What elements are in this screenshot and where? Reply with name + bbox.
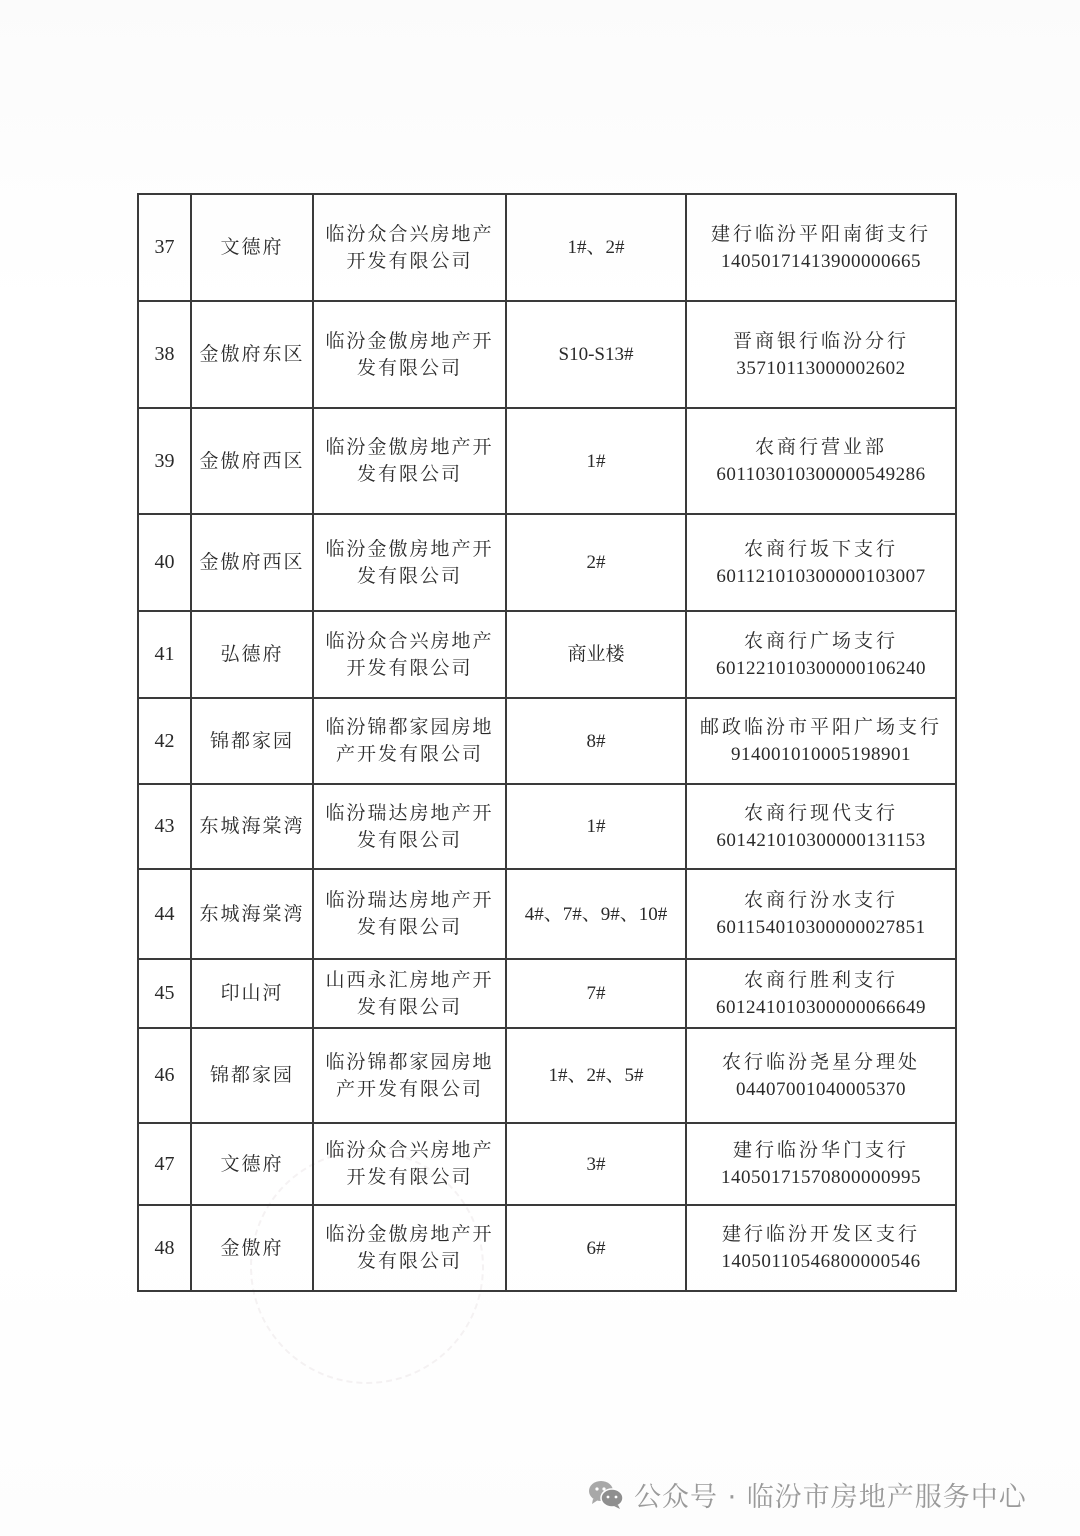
bank-account — [686, 1028, 956, 1123]
project-name: 金傲府 — [191, 1205, 313, 1291]
row-number: 37 — [138, 194, 191, 301]
wechat-account-watermark — [588, 1474, 1027, 1514]
account-number: 14050171413900000665 — [721, 250, 921, 272]
project-name: 弘德府 — [191, 611, 313, 698]
row-number: 45 — [138, 959, 191, 1028]
bank-name: 农行临汾尧星分理处 — [721, 1050, 920, 1073]
table-row — [138, 784, 956, 869]
project-name: 锦都家园 — [191, 1028, 313, 1123]
table-row — [138, 959, 956, 1028]
building-numbers: 4#、7#、9#、10# — [506, 869, 686, 959]
account-number: 601221010300000106240 — [716, 657, 926, 679]
bank-account — [686, 1123, 956, 1205]
building-numbers: 1#、2#、5# — [506, 1028, 686, 1123]
developer-name: 山西永汇房地产开 发有限公司 — [313, 959, 506, 1028]
building-numbers: 1#、2# — [506, 194, 686, 301]
account-number: 601154010300000027851 — [716, 917, 926, 938]
bank-account — [686, 959, 956, 1028]
bank-name: 农商行现代支行 — [743, 801, 898, 824]
building-numbers: 2# — [506, 514, 686, 611]
bank-account — [686, 514, 956, 611]
row-number: 48 — [138, 1205, 191, 1291]
table-row — [138, 514, 956, 611]
table-row — [138, 1123, 956, 1205]
table-row — [138, 301, 956, 408]
bank-name: 建行临汾华门支行 — [732, 1139, 909, 1161]
bank-name: 建行临汾开发区支行 — [721, 1223, 920, 1245]
table-row — [138, 1205, 956, 1291]
table-row — [138, 408, 956, 514]
account-number: 601241010300000066649 — [716, 996, 926, 1018]
bank-account — [686, 301, 956, 408]
building-numbers: 7# — [506, 959, 686, 1028]
bank-name: 建行临汾平阳南街支行 — [710, 222, 931, 245]
bank-account — [686, 408, 956, 514]
project-name: 金傲府西区 — [191, 408, 313, 514]
table-row — [138, 869, 956, 959]
developer-name: 临汾金傲房地产开 发有限公司 — [313, 1205, 506, 1291]
building-numbers: 8# — [506, 698, 686, 784]
row-number: 39 — [138, 408, 191, 514]
bank-name: 农商行坂下支行 — [743, 537, 898, 560]
developer-name: 临汾众合兴房地产 开发有限公司 — [313, 1123, 506, 1205]
bank-name: 农商行汾水支行 — [743, 889, 898, 911]
bank-account — [686, 869, 956, 959]
developer-name: 临汾众合兴房地产 开发有限公司 — [313, 194, 506, 301]
account-number: 14050171570800000995 — [721, 1167, 921, 1188]
bank-name: 农商行胜利支行 — [743, 968, 898, 991]
bank-account — [686, 611, 956, 698]
project-name: 文德府 — [191, 194, 313, 301]
table-row — [138, 1028, 956, 1123]
wechat-icon — [588, 1479, 624, 1509]
project-name: 金傲府西区 — [191, 514, 313, 611]
account-number: 601103010300000549286 — [716, 464, 926, 485]
bank-account — [686, 784, 956, 869]
row-number: 43 — [138, 784, 191, 869]
row-number: 44 — [138, 869, 191, 959]
developer-name: 临汾金傲房地产开 发有限公司 — [313, 408, 506, 514]
developer-name: 临汾锦都家园房地 产开发有限公司 — [313, 698, 506, 784]
project-name: 锦都家园 — [191, 698, 313, 784]
account-number: 04407001040005370 — [736, 1078, 906, 1100]
building-numbers: 商业楼 — [506, 611, 686, 698]
building-numbers: 6# — [506, 1205, 686, 1291]
row-number: 38 — [138, 301, 191, 408]
account-number: 14050110546800000546 — [721, 1251, 921, 1272]
row-number: 41 — [138, 611, 191, 698]
row-number: 40 — [138, 514, 191, 611]
row-number: 42 — [138, 698, 191, 784]
developer-name: 临汾瑞达房地产开 发有限公司 — [313, 869, 506, 959]
bank-name: 农商行广场支行 — [743, 629, 898, 652]
table-row — [138, 611, 956, 698]
account-number: 601121010300000103007 — [716, 565, 926, 587]
bank-name: 农商行营业部 — [754, 436, 887, 458]
account-number: 914001010005198901 — [731, 744, 911, 765]
project-name: 印山河 — [191, 959, 313, 1028]
developer-name: 临汾瑞达房地产开 发有限公司 — [313, 784, 506, 869]
table-row — [138, 698, 956, 784]
table-row — [138, 194, 956, 301]
developer-name: 临汾金傲房地产开 发有限公司 — [313, 514, 506, 611]
building-numbers: 3# — [506, 1123, 686, 1205]
bank-account — [686, 194, 956, 301]
project-name: 东城海棠湾 — [191, 784, 313, 869]
developer-name: 临汾锦都家园房地 产开发有限公司 — [313, 1028, 506, 1123]
building-numbers: 1# — [506, 784, 686, 869]
developer-name: 临汾众合兴房地产 开发有限公司 — [313, 611, 506, 698]
building-numbers: 1# — [506, 408, 686, 514]
bank-account — [686, 698, 956, 784]
watermark-label: 公众号 · 临汾市房地产服务中心 — [634, 1481, 1027, 1513]
row-number: 47 — [138, 1123, 191, 1205]
account-number: 601421010300000131153 — [716, 829, 926, 851]
row-number: 46 — [138, 1028, 191, 1123]
building-numbers: S10-S13# — [506, 301, 686, 408]
bank-account — [686, 1205, 956, 1291]
developer-name: 临汾金傲房地产开 发有限公司 — [313, 301, 506, 408]
project-name: 东城海棠湾 — [191, 869, 313, 959]
project-name: 文德府 — [191, 1123, 313, 1205]
project-name: 金傲府东区 — [191, 301, 313, 408]
bank-name: 邮政临汾市平阳广场支行 — [699, 716, 942, 738]
bank-name: 晋商银行临汾分行 — [732, 329, 909, 352]
escrow-account-table — [137, 193, 957, 1292]
account-number: 35710113000002602 — [736, 357, 906, 379]
